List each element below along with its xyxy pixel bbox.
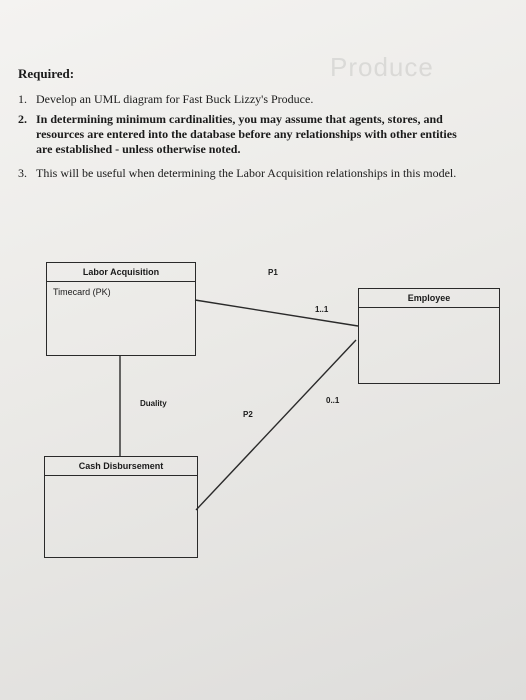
cash-disbursement-title: Cash Disbursement (45, 457, 197, 476)
duality-label: Duality (140, 399, 167, 408)
p1-label: P1 (268, 268, 278, 277)
instruction-1-text: Develop an UML diagram for Fast Buck Lizzy's Produce. (36, 92, 314, 106)
required-heading: Required: (18, 66, 75, 81)
labor-acquisition-title: Labor Acquisition (47, 263, 195, 282)
instruction-3-text: This will be useful when determining the Labor Acquisition relationships in this model. (36, 166, 457, 180)
cardinality-1-1-label: 1..1 (315, 305, 329, 314)
cash-disbursement-class (44, 456, 198, 558)
employee-title: Employee (359, 289, 499, 308)
instruction-3-number: 3. (18, 166, 27, 180)
employee-class (358, 288, 500, 384)
timecard-attribute: Timecard (PK) (53, 287, 111, 297)
p2-line (196, 340, 356, 510)
instruction-1-number: 1. (18, 92, 27, 106)
instruction-2-number: 2. (18, 112, 27, 126)
p2-label: P2 (243, 410, 253, 419)
labor-acquisition-class (46, 262, 196, 356)
cardinality-0-1-label: 0..1 (326, 396, 340, 405)
instruction-2-text: In determining minimum cardinalities, you may assume that agents, stores, and resources are entered into the database before any relationships with other entities are established - unless otherwise noted. (36, 112, 457, 156)
watermark-text: Produce (330, 52, 434, 82)
p1-line (195, 300, 358, 326)
